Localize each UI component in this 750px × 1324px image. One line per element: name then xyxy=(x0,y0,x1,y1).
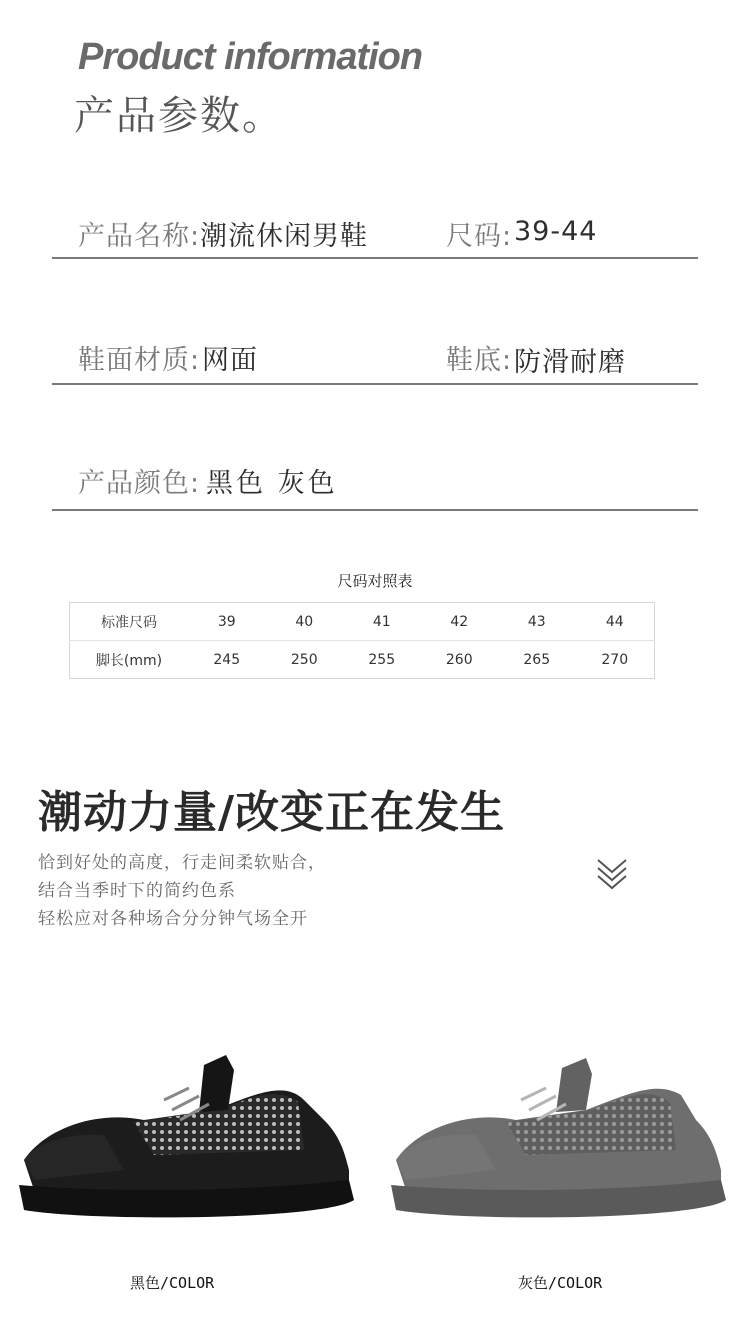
spec-divider xyxy=(52,383,698,385)
spec-sole-label: 鞋底: xyxy=(446,345,513,376)
black-color-caption: 黑色/COLOR xyxy=(130,1274,215,1292)
size-cell: 255 xyxy=(368,651,396,668)
gray-color-caption: 灰色/COLOR xyxy=(518,1274,603,1292)
title-chinese: 产品参数。 xyxy=(74,93,284,139)
promo-line-3: 轻松应对各种场合分分钟气场全开 xyxy=(38,909,308,929)
gray-shoe-image xyxy=(386,1040,726,1230)
spec-divider xyxy=(52,257,698,259)
size-cell: 260 xyxy=(445,651,473,668)
size-row-label: 标准尺码 xyxy=(70,603,189,641)
size-row-label: 脚长(mm) xyxy=(95,652,163,669)
spec-color-value: 黑色 灰色 xyxy=(206,468,338,499)
promo-line-1: 恰到好处的高度，行走间柔软贴合， xyxy=(38,853,326,873)
promo-slogan: 潮动力量/改变正在发生 xyxy=(38,787,506,838)
spec-upper-value: 网面 xyxy=(202,345,258,376)
spec-size-value: 39-44 xyxy=(514,216,598,247)
size-cell: 41 xyxy=(343,603,421,641)
size-cell: 44 xyxy=(576,603,655,641)
double-chevron-down-icon xyxy=(594,856,630,892)
size-cell: 245 xyxy=(213,651,241,668)
spec-name-value: 潮流休闲男鞋 xyxy=(200,221,368,252)
spec-color-label: 产品颜色: xyxy=(78,468,201,499)
promo-line-2: 结合当季时下的简约色系 xyxy=(38,881,236,901)
size-cell: 39 xyxy=(188,603,266,641)
size-cell: 43 xyxy=(498,603,576,641)
black-shoe-image xyxy=(14,1040,354,1230)
size-row-foot-length xyxy=(70,641,655,679)
spec-name-label: 产品名称: xyxy=(78,221,201,252)
size-cell: 250 xyxy=(290,651,318,668)
spec-size-label: 尺码: xyxy=(446,221,513,252)
size-cell: 42 xyxy=(421,603,499,641)
spec-sole-value: 防滑耐磨 xyxy=(514,347,626,378)
spec-upper-label: 鞋面材质: xyxy=(78,345,201,376)
size-chart-table xyxy=(69,602,655,679)
size-cell: 265 xyxy=(523,651,551,668)
title-english: Product information xyxy=(78,36,423,78)
size-cell: 40 xyxy=(266,603,344,641)
size-row-standard xyxy=(70,603,655,641)
size-cell: 270 xyxy=(601,651,629,668)
size-chart-caption: 尺码对照表 xyxy=(337,572,413,590)
spec-divider xyxy=(52,509,698,511)
